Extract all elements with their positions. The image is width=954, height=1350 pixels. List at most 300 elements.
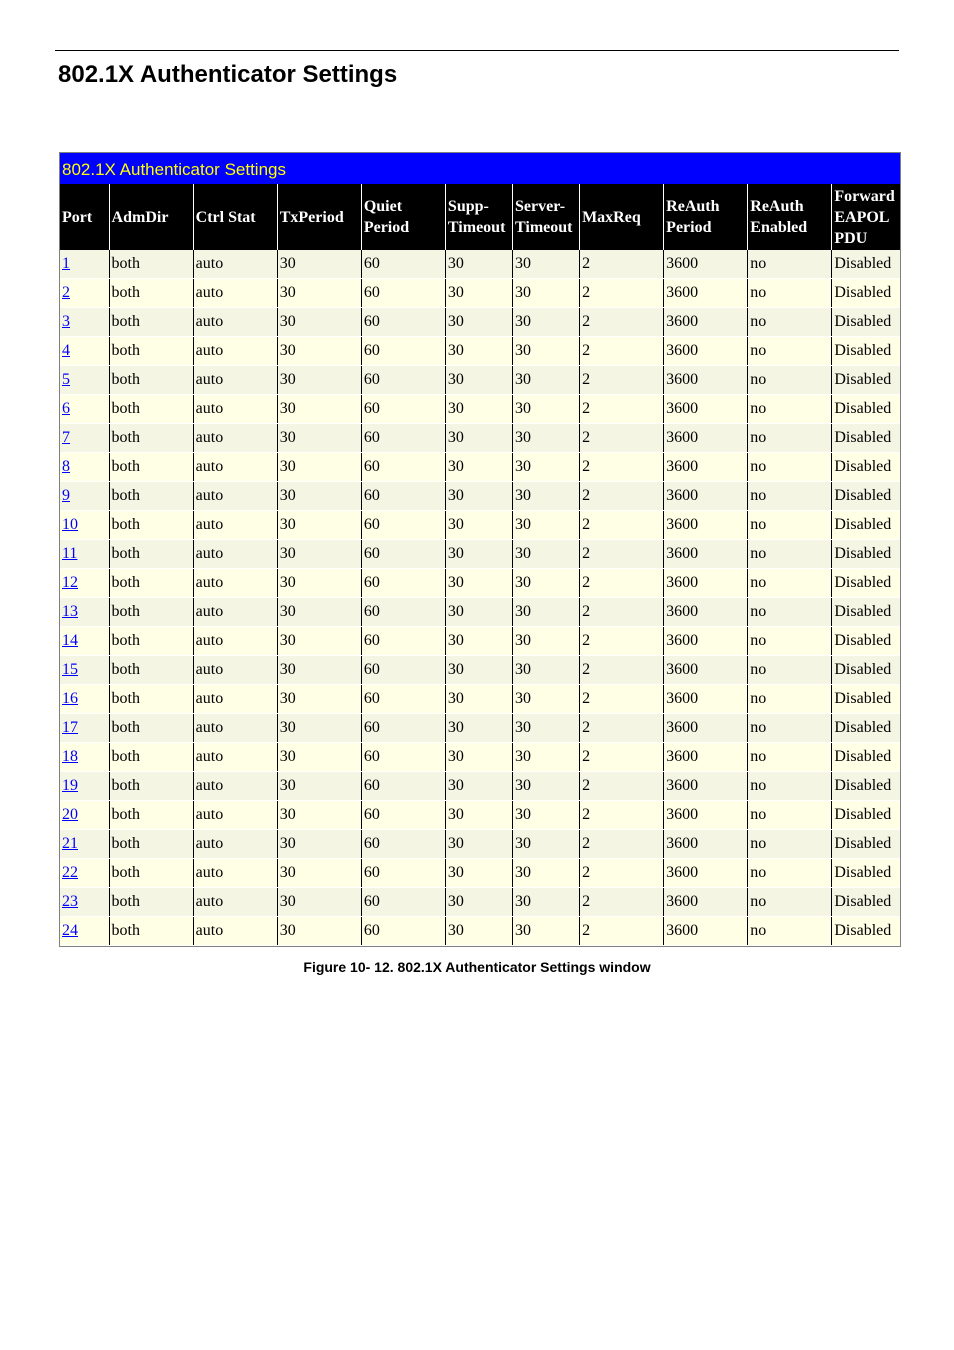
cell-admdir: both [109, 395, 193, 424]
cell-txperiod: 30 [277, 598, 361, 627]
column-header-line: ReAuth [750, 198, 804, 215]
column-header-line: TxPeriod [279, 208, 344, 226]
cell-reauth-period: 3600 [664, 482, 748, 511]
cell-reauth-period: 3600 [664, 424, 748, 453]
column-header-txperiod [277, 184, 361, 250]
cell-supp-timeout: 30 [445, 801, 512, 830]
figure-caption: Figure 10- 12. 802.1X Authenticator Settings window [303, 959, 651, 975]
table-row [60, 337, 900, 366]
cell-txperiod: 30 [277, 830, 361, 859]
cell-ctrl-stat: auto [193, 656, 277, 685]
port-link[interactable]: 17 [62, 719, 78, 736]
cell-reauth-period: 3600 [664, 888, 748, 917]
cell-ctrl-stat: auto [193, 569, 277, 598]
cell-reauth-period: 3600 [664, 569, 748, 598]
cell-supp-timeout: 30 [445, 830, 512, 859]
cell-quiet-period: 60 [361, 482, 445, 511]
cell-maxreq: 2 [580, 482, 664, 511]
cell-reauth-period: 3600 [664, 917, 748, 946]
cell-maxreq: 2 [580, 627, 664, 656]
cell-ctrl-stat: auto [193, 337, 277, 366]
cell-admdir: both [109, 569, 193, 598]
cell-quiet-period: 60 [361, 279, 445, 308]
cell-maxreq: 2 [580, 656, 664, 685]
cell-quiet-period: 60 [361, 685, 445, 714]
cell-supp-timeout: 30 [445, 685, 512, 714]
cell-quiet-period: 60 [361, 540, 445, 569]
cell-port [60, 279, 109, 308]
cell-reauth-enabled: no [748, 888, 832, 917]
cell-server-timeout: 30 [513, 453, 580, 482]
column-header-line: Timeout [447, 219, 506, 236]
cell-reauth-enabled: no [748, 395, 832, 424]
cell-server-timeout: 30 [513, 540, 580, 569]
cell-maxreq: 2 [580, 801, 664, 830]
cell-reauth-period: 3600 [664, 656, 748, 685]
cell-supp-timeout: 30 [445, 656, 512, 685]
cell-quiet-period: 60 [361, 395, 445, 424]
cell-admdir: both [109, 279, 193, 308]
port-link[interactable]: 2 [62, 284, 70, 301]
cell-ctrl-stat: auto [193, 772, 277, 801]
cell-forward-eapol-pdu: Disabled [832, 859, 900, 888]
cell-supp-timeout: 30 [445, 598, 512, 627]
cell-server-timeout: 30 [513, 366, 580, 395]
cell-server-timeout: 30 [513, 627, 580, 656]
cell-txperiod: 30 [277, 337, 361, 366]
cell-admdir: both [109, 366, 193, 395]
cell-admdir: both [109, 511, 193, 540]
cell-server-timeout: 30 [513, 395, 580, 424]
table-row [60, 511, 900, 540]
cell-forward-eapol-pdu: Disabled [832, 830, 900, 859]
port-link[interactable]: 1 [62, 255, 70, 272]
cell-reauth-period: 3600 [664, 279, 748, 308]
cell-maxreq: 2 [580, 743, 664, 772]
cell-forward-eapol-pdu: Disabled [832, 801, 900, 830]
cell-server-timeout: 30 [513, 685, 580, 714]
cell-reauth-enabled: no [748, 859, 832, 888]
cell-forward-eapol-pdu: Disabled [832, 888, 900, 917]
panel-title: 802.1X Authenticator Settings [60, 153, 900, 184]
cell-txperiod: 30 [277, 714, 361, 743]
port-link[interactable]: 9 [62, 487, 70, 504]
cell-port [60, 801, 109, 830]
port-link[interactable]: 23 [62, 893, 78, 910]
cell-ctrl-stat: auto [193, 250, 277, 279]
cell-admdir: both [109, 714, 193, 743]
cell-txperiod: 30 [277, 279, 361, 308]
cell-txperiod: 30 [277, 250, 361, 279]
cell-port [60, 569, 109, 598]
port-link[interactable]: 15 [62, 661, 78, 678]
cell-maxreq: 2 [580, 888, 664, 917]
cell-reauth-period: 3600 [664, 250, 748, 279]
cell-reauth-period: 3600 [664, 511, 748, 540]
cell-maxreq: 2 [580, 279, 664, 308]
cell-reauth-period: 3600 [664, 714, 748, 743]
cell-quiet-period: 60 [361, 424, 445, 453]
column-header-line: EAPOL [834, 208, 890, 226]
cell-txperiod: 30 [277, 656, 361, 685]
cell-supp-timeout: 30 [445, 279, 512, 308]
cell-supp-timeout: 30 [445, 917, 512, 946]
table-row [60, 917, 900, 946]
cell-quiet-period: 60 [361, 453, 445, 482]
cell-port [60, 424, 109, 453]
column-header-quiet-period [361, 184, 445, 250]
column-header-line: AdmDir [111, 208, 169, 226]
column-header-maxreq [580, 184, 664, 250]
cell-admdir: both [109, 337, 193, 366]
cell-reauth-enabled: no [748, 511, 832, 540]
cell-txperiod: 30 [277, 453, 361, 482]
cell-ctrl-stat: auto [193, 917, 277, 946]
cell-maxreq: 2 [580, 859, 664, 888]
cell-supp-timeout: 30 [445, 250, 512, 279]
cell-forward-eapol-pdu: Disabled [832, 569, 900, 598]
column-header-admdir [109, 184, 193, 250]
cell-port [60, 453, 109, 482]
cell-ctrl-stat: auto [193, 685, 277, 714]
port-link[interactable]: 19 [62, 777, 78, 794]
port-link[interactable]: 10 [62, 516, 78, 533]
table-row [60, 308, 900, 337]
cell-reauth-enabled: no [748, 279, 832, 308]
cell-maxreq: 2 [580, 395, 664, 424]
cell-reauth-period: 3600 [664, 395, 748, 424]
cell-ctrl-stat: auto [193, 482, 277, 511]
cell-maxreq: 2 [580, 250, 664, 279]
cell-supp-timeout: 30 [445, 627, 512, 656]
column-header-line: Timeout [515, 219, 573, 236]
cell-admdir: both [109, 888, 193, 917]
column-header-server-timeout [513, 184, 580, 250]
port-link[interactable]: 6 [62, 400, 70, 417]
cell-reauth-enabled: no [748, 685, 832, 714]
cell-maxreq: 2 [580, 917, 664, 946]
cell-reauth-enabled: no [748, 772, 832, 801]
cell-ctrl-stat: auto [193, 453, 277, 482]
cell-forward-eapol-pdu: Disabled [832, 540, 900, 569]
table-header-row [60, 184, 900, 250]
cell-forward-eapol-pdu: Disabled [832, 685, 900, 714]
cell-quiet-period: 60 [361, 511, 445, 540]
cell-server-timeout: 30 [513, 801, 580, 830]
cell-server-timeout: 30 [513, 424, 580, 453]
cell-admdir: both [109, 656, 193, 685]
table-row [60, 453, 900, 482]
cell-port [60, 337, 109, 366]
cell-txperiod: 30 [277, 308, 361, 337]
cell-reauth-enabled: no [748, 714, 832, 743]
cell-port [60, 772, 109, 801]
cell-reauth-period: 3600 [664, 859, 748, 888]
cell-admdir: both [109, 540, 193, 569]
cell-port [60, 743, 109, 772]
cell-quiet-period: 60 [361, 888, 445, 917]
cell-reauth-period: 3600 [664, 743, 748, 772]
cell-maxreq: 2 [580, 511, 664, 540]
cell-maxreq: 2 [580, 308, 664, 337]
table-row [60, 801, 900, 830]
cell-server-timeout: 30 [513, 859, 580, 888]
port-link[interactable]: 4 [62, 342, 70, 359]
cell-reauth-enabled: no [748, 627, 832, 656]
column-header-line: MaxReq [582, 208, 641, 226]
cell-forward-eapol-pdu: Disabled [832, 511, 900, 540]
cell-admdir: both [109, 424, 193, 453]
cell-port [60, 714, 109, 743]
cell-port [60, 888, 109, 917]
column-header-line: PDU [834, 229, 868, 247]
cell-maxreq: 2 [580, 598, 664, 627]
cell-quiet-period: 60 [361, 627, 445, 656]
cell-ctrl-stat: auto [193, 830, 277, 859]
cell-port [60, 395, 109, 424]
cell-ctrl-stat: auto [193, 366, 277, 395]
cell-reauth-enabled: no [748, 569, 832, 598]
port-link[interactable]: 12 [62, 574, 78, 591]
table-row [60, 598, 900, 627]
column-header-line: Supp- [447, 198, 489, 215]
cell-reauth-enabled: no [748, 830, 832, 859]
cell-maxreq: 2 [580, 714, 664, 743]
cell-maxreq: 2 [580, 366, 664, 395]
cell-supp-timeout: 30 [445, 772, 512, 801]
column-header-line: Quiet [363, 198, 403, 215]
cell-reauth-period: 3600 [664, 685, 748, 714]
cell-port [60, 917, 109, 946]
cell-maxreq: 2 [580, 772, 664, 801]
cell-server-timeout: 30 [513, 830, 580, 859]
cell-admdir: both [109, 743, 193, 772]
port-link[interactable]: 11 [62, 545, 78, 562]
cell-admdir: both [109, 830, 193, 859]
cell-port [60, 308, 109, 337]
column-header-supp-timeout [445, 184, 512, 250]
cell-txperiod: 30 [277, 366, 361, 395]
table-row [60, 395, 900, 424]
cell-reauth-enabled: no [748, 801, 832, 830]
cell-reauth-enabled: no [748, 598, 832, 627]
cell-ctrl-stat: auto [193, 511, 277, 540]
table-row [60, 772, 900, 801]
cell-ctrl-stat: auto [193, 743, 277, 772]
cell-ctrl-stat: auto [193, 714, 277, 743]
cell-forward-eapol-pdu: Disabled [832, 598, 900, 627]
cell-quiet-period: 60 [361, 830, 445, 859]
table-row [60, 424, 900, 453]
port-link[interactable]: 8 [62, 458, 70, 475]
cell-admdir: both [109, 482, 193, 511]
cell-admdir: both [109, 598, 193, 627]
cell-server-timeout: 30 [513, 337, 580, 366]
cell-forward-eapol-pdu: Disabled [832, 627, 900, 656]
cell-quiet-period: 60 [361, 250, 445, 279]
cell-server-timeout: 30 [513, 511, 580, 540]
table-row [60, 685, 900, 714]
cell-server-timeout: 30 [513, 250, 580, 279]
column-header-port [60, 184, 109, 250]
top-divider [55, 50, 899, 51]
cell-port [60, 366, 109, 395]
cell-txperiod: 30 [277, 917, 361, 946]
cell-txperiod: 30 [277, 511, 361, 540]
cell-txperiod: 30 [277, 569, 361, 598]
cell-forward-eapol-pdu: Disabled [832, 482, 900, 511]
cell-admdir: both [109, 250, 193, 279]
table-row [60, 830, 900, 859]
cell-reauth-period: 3600 [664, 801, 748, 830]
column-header-line: Enabled [750, 219, 808, 236]
cell-forward-eapol-pdu: Disabled [832, 395, 900, 424]
cell-quiet-period: 60 [361, 366, 445, 395]
cell-maxreq: 2 [580, 453, 664, 482]
cell-port [60, 830, 109, 859]
cell-server-timeout: 30 [513, 482, 580, 511]
cell-port [60, 540, 109, 569]
port-link[interactable]: 22 [62, 864, 78, 881]
cell-quiet-period: 60 [361, 714, 445, 743]
cell-ctrl-stat: auto [193, 308, 277, 337]
authenticator-settings-panel [59, 152, 901, 947]
column-header-ctrl-stat [193, 184, 277, 250]
table-row [60, 569, 900, 598]
cell-quiet-period: 60 [361, 569, 445, 598]
cell-reauth-enabled: no [748, 453, 832, 482]
cell-port [60, 656, 109, 685]
cell-ctrl-stat: auto [193, 424, 277, 453]
column-header-forward-eapol-pdu [832, 184, 900, 250]
cell-supp-timeout: 30 [445, 337, 512, 366]
cell-forward-eapol-pdu: Disabled [832, 714, 900, 743]
table-row [60, 714, 900, 743]
table-row [60, 366, 900, 395]
cell-reauth-enabled: no [748, 743, 832, 772]
port-link[interactable]: 14 [62, 632, 78, 649]
cell-port [60, 627, 109, 656]
cell-server-timeout: 30 [513, 598, 580, 627]
table-row [60, 888, 900, 917]
cell-server-timeout: 30 [513, 917, 580, 946]
cell-maxreq: 2 [580, 337, 664, 366]
cell-txperiod: 30 [277, 772, 361, 801]
cell-reauth-period: 3600 [664, 540, 748, 569]
cell-txperiod: 30 [277, 859, 361, 888]
cell-supp-timeout: 30 [445, 859, 512, 888]
cell-admdir: both [109, 453, 193, 482]
cell-supp-timeout: 30 [445, 511, 512, 540]
cell-forward-eapol-pdu: Disabled [832, 366, 900, 395]
table-row [60, 250, 900, 279]
cell-supp-timeout: 30 [445, 366, 512, 395]
cell-forward-eapol-pdu: Disabled [832, 279, 900, 308]
column-header-line: ReAuth [666, 198, 720, 215]
cell-forward-eapol-pdu: Disabled [832, 337, 900, 366]
port-link[interactable]: 18 [62, 748, 78, 765]
port-link[interactable]: 24 [62, 922, 78, 939]
cell-ctrl-stat: auto [193, 801, 277, 830]
cell-ctrl-stat: auto [193, 598, 277, 627]
cell-reauth-enabled: no [748, 366, 832, 395]
port-link[interactable]: 13 [62, 603, 78, 620]
cell-reauth-period: 3600 [664, 308, 748, 337]
cell-maxreq: 2 [580, 569, 664, 598]
cell-txperiod: 30 [277, 395, 361, 424]
cell-reauth-enabled: no [748, 424, 832, 453]
cell-quiet-period: 60 [361, 743, 445, 772]
cell-ctrl-stat: auto [193, 395, 277, 424]
cell-server-timeout: 30 [513, 714, 580, 743]
cell-port [60, 598, 109, 627]
authenticator-settings-table [60, 184, 900, 946]
cell-port [60, 511, 109, 540]
port-link[interactable]: 16 [62, 690, 78, 707]
port-link[interactable]: 21 [62, 835, 78, 852]
cell-quiet-period: 60 [361, 859, 445, 888]
port-link[interactable]: 3 [62, 313, 70, 330]
cell-quiet-period: 60 [361, 337, 445, 366]
cell-reauth-enabled: no [748, 917, 832, 946]
cell-txperiod: 30 [277, 743, 361, 772]
cell-quiet-period: 60 [361, 656, 445, 685]
cell-port [60, 250, 109, 279]
cell-server-timeout: 30 [513, 569, 580, 598]
port-link[interactable]: 5 [62, 371, 70, 388]
cell-txperiod: 30 [277, 801, 361, 830]
cell-forward-eapol-pdu: Disabled [832, 772, 900, 801]
table-body [60, 250, 900, 946]
cell-ctrl-stat: auto [193, 888, 277, 917]
cell-supp-timeout: 30 [445, 482, 512, 511]
cell-admdir: both [109, 685, 193, 714]
cell-reauth-period: 3600 [664, 627, 748, 656]
page-title: 802.1X Authenticator Settings [58, 61, 398, 88]
cell-admdir: both [109, 801, 193, 830]
cell-quiet-period: 60 [361, 801, 445, 830]
cell-server-timeout: 30 [513, 772, 580, 801]
cell-forward-eapol-pdu: Disabled [832, 308, 900, 337]
cell-supp-timeout: 30 [445, 308, 512, 337]
cell-forward-eapol-pdu: Disabled [832, 453, 900, 482]
cell-txperiod: 30 [277, 482, 361, 511]
cell-forward-eapol-pdu: Disabled [832, 424, 900, 453]
port-link[interactable]: 7 [62, 429, 70, 446]
cell-txperiod: 30 [277, 424, 361, 453]
column-header-reauth-period [664, 184, 748, 250]
cell-reauth-enabled: no [748, 540, 832, 569]
cell-ctrl-stat: auto [193, 627, 277, 656]
column-header-line: Forward [834, 187, 895, 205]
cell-reauth-enabled: no [748, 656, 832, 685]
cell-admdir: both [109, 627, 193, 656]
table-row [60, 540, 900, 569]
column-header-reauth-enabled [748, 184, 832, 250]
cell-supp-timeout: 30 [445, 888, 512, 917]
cell-quiet-period: 60 [361, 598, 445, 627]
cell-reauth-enabled: no [748, 308, 832, 337]
cell-forward-eapol-pdu: Disabled [832, 917, 900, 946]
cell-txperiod: 30 [277, 888, 361, 917]
cell-server-timeout: 30 [513, 279, 580, 308]
port-link[interactable]: 20 [62, 806, 78, 823]
cell-reauth-enabled: no [748, 482, 832, 511]
cell-supp-timeout: 30 [445, 714, 512, 743]
cell-reauth-period: 3600 [664, 772, 748, 801]
cell-forward-eapol-pdu: Disabled [832, 656, 900, 685]
cell-reauth-period: 3600 [664, 830, 748, 859]
